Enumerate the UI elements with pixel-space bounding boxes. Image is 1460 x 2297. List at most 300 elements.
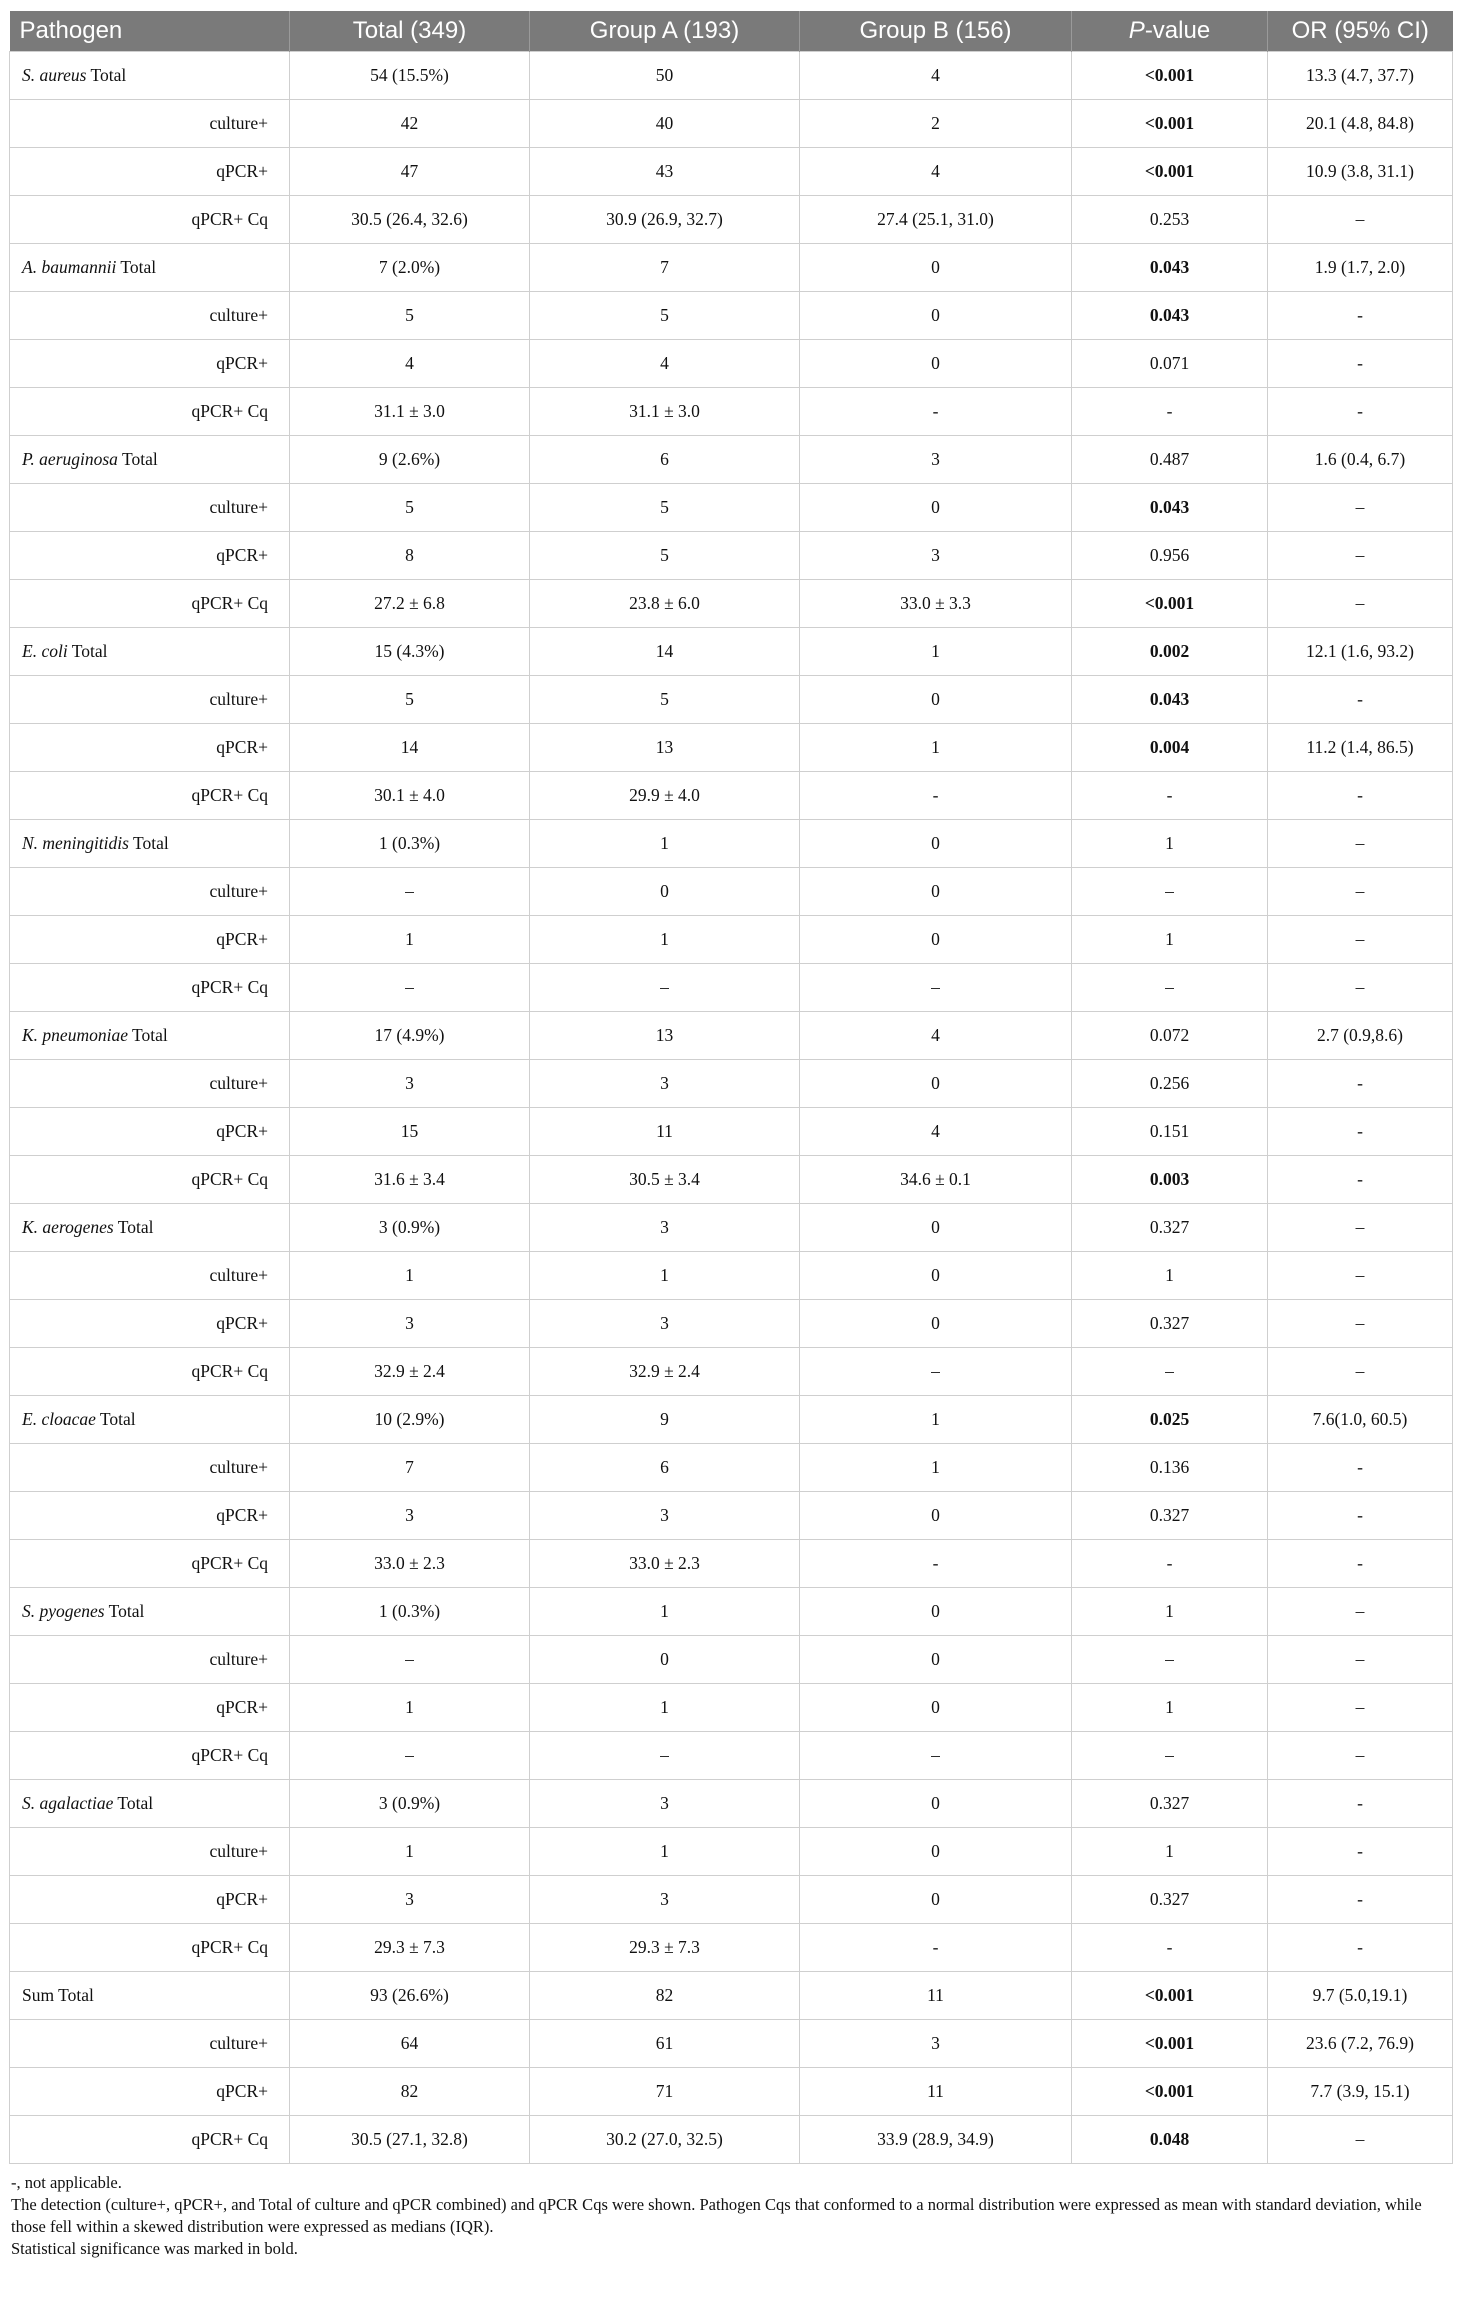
table-row [10, 292, 1453, 340]
row-label: qPCR+ Cq [191, 2129, 268, 2149]
footnote-significance: Statistical significance was marked in bold. [11, 2239, 298, 2258]
table-cell: 1 [530, 1828, 800, 1876]
table-cell: 13 [530, 724, 800, 772]
table-cell: – [290, 1732, 530, 1780]
header-odds-ratio: OR (95% CI) [1268, 11, 1453, 52]
table-row-total [10, 436, 1453, 484]
row-label: qPCR+ Cq [191, 1937, 268, 1957]
table-cell: - [1072, 1540, 1268, 1588]
table-cell: 0 [800, 1588, 1072, 1636]
table-row [10, 1684, 1453, 1732]
table-cell: 32.9 ± 2.4 [290, 1348, 530, 1396]
row-label: culture+ [209, 689, 268, 709]
table-cell: – [530, 964, 800, 1012]
table-row-total [10, 1204, 1453, 1252]
table-cell: 31.1 ± 3.0 [530, 388, 800, 436]
table-cell: 3 [800, 436, 1072, 484]
table-cell: 5 [290, 484, 530, 532]
pathogen-name-cell: A. baumannii Total [10, 244, 290, 292]
table-cell: - [1268, 340, 1453, 388]
table-cell: 1 [1072, 1588, 1268, 1636]
table-row [10, 2068, 1453, 2116]
table-row [10, 580, 1453, 628]
table-row [10, 1108, 1453, 1156]
table-cell: - [1072, 1924, 1268, 1972]
table-cell: <0.001 [1072, 580, 1268, 628]
table-cell: 11 [800, 1972, 1072, 2020]
row-label-cell [10, 1348, 290, 1396]
table-cell: 0 [530, 1636, 800, 1684]
table-cell: 1 [1072, 1828, 1268, 1876]
table-cell: 0.956 [1072, 532, 1268, 580]
table-cell: 23.8 ± 6.0 [530, 580, 800, 628]
row-label-cell [10, 916, 290, 964]
table-cell: 3 [290, 1060, 530, 1108]
table-row [10, 724, 1453, 772]
pathogen-name-cell: K. aerogenes Total [10, 1204, 290, 1252]
row-label: culture+ [209, 1841, 268, 1861]
row-label-cell [10, 1108, 290, 1156]
table-cell: 0 [800, 1252, 1072, 1300]
table-cell: <0.001 [1072, 100, 1268, 148]
row-label: culture+ [209, 113, 268, 133]
table-cell: 11.2 (1.4, 86.5) [1268, 724, 1453, 772]
pathogen-name: K. aerogenes [22, 1217, 114, 1237]
table-cell: 3 [800, 532, 1072, 580]
table-row-total [10, 820, 1453, 868]
table-cell: 0 [800, 1828, 1072, 1876]
pathogen-name-cell: E. cloacae Total [10, 1396, 290, 1444]
table-row [10, 484, 1453, 532]
table-cell: 33.0 ± 3.3 [800, 580, 1072, 628]
table-cell: 10 (2.9%) [290, 1396, 530, 1444]
table-cell: - [1268, 1060, 1453, 1108]
table-cell: 4 [800, 52, 1072, 100]
row-label: culture+ [209, 881, 268, 901]
row-label-cell [10, 2116, 290, 2164]
table-row-total [10, 1012, 1453, 1060]
row-label: qPCR+ [216, 1697, 268, 1717]
table-cell: 10.9 (3.8, 31.1) [1268, 148, 1453, 196]
table-cell: – [1268, 964, 1453, 1012]
footnote-methods: The detection (culture+, qPCR+, and Total of culture and qPCR combined) and qPCR Cqs were shown. Pathogen Cqs that conformed to a normal distribution were expressed as mean with standard deviation, while those fell within a skewed distribution were expressed as medians (IQR). [11, 2195, 1422, 2236]
pathogen-name-cell: Sum Total [10, 1972, 290, 2020]
table-row-total [10, 1780, 1453, 1828]
pathogen-name: E. cloacae [22, 1409, 96, 1429]
table-cell: 0.327 [1072, 1780, 1268, 1828]
table-body [10, 52, 1453, 2164]
table-cell: 0.043 [1072, 244, 1268, 292]
table-cell: 4 [290, 340, 530, 388]
row-label-cell [10, 1156, 290, 1204]
table-row [10, 1924, 1453, 1972]
pathogen-name-cell: E. coli Total [10, 628, 290, 676]
table-cell: – [1268, 1348, 1453, 1396]
table-cell: – [1268, 820, 1453, 868]
table-cell: 3 [530, 1492, 800, 1540]
row-label: qPCR+ [216, 929, 268, 949]
table-cell: 33.0 ± 2.3 [290, 1540, 530, 1588]
table-cell: 0.043 [1072, 484, 1268, 532]
table-cell: 82 [530, 1972, 800, 2020]
table-cell: – [290, 868, 530, 916]
table-cell: - [1268, 772, 1453, 820]
table-cell: 3 [530, 1300, 800, 1348]
pathogen-name: S. agalactiae [22, 1793, 114, 1813]
table-cell: 30.5 (26.4, 32.6) [290, 196, 530, 244]
table-cell: – [800, 1732, 1072, 1780]
table-cell: 33.9 (28.9, 34.9) [800, 2116, 1072, 2164]
table-cell: – [1072, 964, 1268, 1012]
row-label-cell [10, 1540, 290, 1588]
table-cell: 30.9 (26.9, 32.7) [530, 196, 800, 244]
table-cell: 1 [530, 820, 800, 868]
table-cell: 0.072 [1072, 1012, 1268, 1060]
row-label-cell [10, 1252, 290, 1300]
table-cell: 15 [290, 1108, 530, 1156]
row-label-cell [10, 2020, 290, 2068]
row-label: qPCR+ [216, 2081, 268, 2101]
table-cell: – [1268, 1732, 1453, 1780]
table-cell: 0 [800, 868, 1072, 916]
table-cell: 71 [530, 2068, 800, 2116]
row-label-cell [10, 1732, 290, 1780]
table-row [10, 1300, 1453, 1348]
table-cell: 0 [800, 916, 1072, 964]
table-cell: 50 [530, 52, 800, 100]
row-label-cell [10, 1876, 290, 1924]
table-cell: 1 (0.3%) [290, 820, 530, 868]
pathogen-name: K. pneumoniae [22, 1025, 128, 1045]
table-cell: - [1268, 388, 1453, 436]
table-cell: - [800, 1924, 1072, 1972]
table-cell: 0 [800, 1492, 1072, 1540]
table-footnotes [9, 2172, 1452, 2260]
table-cell: - [1268, 1876, 1453, 1924]
row-label: qPCR+ [216, 1889, 268, 1909]
row-label: qPCR+ Cq [191, 401, 268, 421]
table-cell: - [1268, 1108, 1453, 1156]
table-cell: 4 [800, 1108, 1072, 1156]
row-label: culture+ [209, 1073, 268, 1093]
row-label-cell [10, 724, 290, 772]
table-row [10, 1060, 1453, 1108]
table-cell: 1 [530, 1252, 800, 1300]
table-row-total [10, 1396, 1453, 1444]
table-cell: 1 (0.3%) [290, 1588, 530, 1636]
table-cell: <0.001 [1072, 1972, 1268, 2020]
table-cell: 1 [800, 1396, 1072, 1444]
pathogen-name-cell: S. aureus Total [10, 52, 290, 100]
table-cell: 5 [530, 532, 800, 580]
table-row [10, 1876, 1453, 1924]
table-cell: 93 (26.6%) [290, 1972, 530, 2020]
table-cell: – [1268, 196, 1453, 244]
table-cell: - [800, 772, 1072, 820]
row-label-cell [10, 100, 290, 148]
table-cell: - [1072, 772, 1268, 820]
table-cell: 0.327 [1072, 1876, 1268, 1924]
table-cell: 0 [800, 292, 1072, 340]
table-cell: - [1268, 1780, 1453, 1828]
table-cell: – [1268, 868, 1453, 916]
table-cell: – [800, 1348, 1072, 1396]
header-total: Total (349) [290, 11, 530, 52]
pathogen-detection-table [9, 11, 1453, 2164]
table-cell: 7 [530, 244, 800, 292]
table-cell: 9 (2.6%) [290, 436, 530, 484]
table-row [10, 1348, 1453, 1396]
table-cell: <0.001 [1072, 2020, 1268, 2068]
table-cell: 0 [800, 676, 1072, 724]
table-cell: – [1268, 1300, 1453, 1348]
row-label-cell [10, 388, 290, 436]
table-cell: 64 [290, 2020, 530, 2068]
table-cell: 1 [290, 1684, 530, 1732]
table-cell: 0.151 [1072, 1108, 1268, 1156]
header-p-value: P-value [1072, 11, 1268, 52]
footnote-not-applicable: -, not applicable. [11, 2173, 122, 2192]
table-cell: 0 [800, 1060, 1072, 1108]
table-cell: 1 [800, 724, 1072, 772]
table-cell: – [1268, 1252, 1453, 1300]
table-cell: 0.136 [1072, 1444, 1268, 1492]
table-row [10, 676, 1453, 724]
row-label-cell [10, 292, 290, 340]
row-label: culture+ [209, 1457, 268, 1477]
row-label-cell [10, 676, 290, 724]
table-row-total [10, 628, 1453, 676]
row-label-cell [10, 484, 290, 532]
results-table-container [9, 11, 1452, 2260]
table-cell: 3 [530, 1780, 800, 1828]
table-row [10, 100, 1453, 148]
table-cell: 0.002 [1072, 628, 1268, 676]
table-cell: 7 (2.0%) [290, 244, 530, 292]
row-label: qPCR+ [216, 161, 268, 181]
table-cell: 3 [530, 1060, 800, 1108]
table-cell: – [290, 964, 530, 1012]
pathogen-name: Sum [22, 1985, 55, 2005]
row-label: qPCR+ Cq [191, 785, 268, 805]
row-label: qPCR+ Cq [191, 1169, 268, 1189]
table-cell: - [800, 1540, 1072, 1588]
table-cell: 0.025 [1072, 1396, 1268, 1444]
row-label: qPCR+ Cq [191, 1745, 268, 1765]
table-cell: 27.4 (25.1, 31.0) [800, 196, 1072, 244]
table-cell: – [1268, 1636, 1453, 1684]
header-group-b: Group B (156) [800, 11, 1072, 52]
table-cell: – [1268, 532, 1453, 580]
table-cell: 30.5 ± 3.4 [530, 1156, 800, 1204]
table-cell: – [1072, 1732, 1268, 1780]
table-row-total [10, 1588, 1453, 1636]
table-cell: 29.3 ± 7.3 [530, 1924, 800, 1972]
row-label: culture+ [209, 497, 268, 517]
table-cell: 3 (0.9%) [290, 1204, 530, 1252]
table-cell: 0.003 [1072, 1156, 1268, 1204]
table-row [10, 1252, 1453, 1300]
table-cell: 1 [1072, 916, 1268, 964]
table-cell: 47 [290, 148, 530, 196]
table-row [10, 868, 1453, 916]
table-cell: 0.256 [1072, 1060, 1268, 1108]
pathogen-name-cell: S. agalactiae Total [10, 1780, 290, 1828]
table-cell: 0 [800, 1300, 1072, 1348]
table-cell: – [1072, 868, 1268, 916]
row-label-cell [10, 1060, 290, 1108]
row-label: qPCR+ [216, 1313, 268, 1333]
table-cell: <0.001 [1072, 148, 1268, 196]
table-cell: 34.6 ± 0.1 [800, 1156, 1072, 1204]
table-cell: 40 [530, 100, 800, 148]
table-cell: - [1072, 388, 1268, 436]
table-cell: 3 [530, 1204, 800, 1252]
table-cell: 0.048 [1072, 2116, 1268, 2164]
table-row [10, 340, 1453, 388]
table-cell: 5 [530, 292, 800, 340]
row-label: culture+ [209, 2033, 268, 2053]
table-cell: 13.3 (4.7, 37.7) [1268, 52, 1453, 100]
table-cell: 0 [800, 1780, 1072, 1828]
table-cell: <0.001 [1072, 52, 1268, 100]
table-cell: - [1268, 1540, 1453, 1588]
table-cell: 82 [290, 2068, 530, 2116]
table-cell: - [1268, 1156, 1453, 1204]
pathogen-name: S. pyogenes [22, 1601, 105, 1621]
table-cell: 7.6(1.0, 60.5) [1268, 1396, 1453, 1444]
row-label: qPCR+ Cq [191, 209, 268, 229]
row-label-cell [10, 1444, 290, 1492]
row-label-cell [10, 148, 290, 196]
row-label-cell [10, 772, 290, 820]
table-cell: 0 [530, 868, 800, 916]
row-label-cell [10, 1300, 290, 1348]
table-cell: 0.327 [1072, 1204, 1268, 1252]
table-row-total [10, 1972, 1453, 2020]
table-row [10, 2116, 1453, 2164]
row-label-cell [10, 196, 290, 244]
row-label-cell [10, 532, 290, 580]
row-label-cell [10, 580, 290, 628]
row-label: qPCR+ Cq [191, 1553, 268, 1573]
table-cell: 5 [530, 484, 800, 532]
table-cell: 1 [800, 1444, 1072, 1492]
table-cell: – [530, 1732, 800, 1780]
table-cell: - [1268, 1828, 1453, 1876]
table-cell: 1 [290, 916, 530, 964]
table-cell: 5 [290, 676, 530, 724]
row-label: qPCR+ [216, 545, 268, 565]
table-cell: 30.2 (27.0, 32.5) [530, 2116, 800, 2164]
table-cell: 32.9 ± 2.4 [530, 1348, 800, 1396]
row-label: culture+ [209, 1649, 268, 1669]
table-cell: 30.1 ± 4.0 [290, 772, 530, 820]
table-cell: 11 [800, 2068, 1072, 2116]
table-cell: - [1268, 1492, 1453, 1540]
table-cell: 3 [530, 1876, 800, 1924]
pathogen-name-cell: K. pneumoniae Total [10, 1012, 290, 1060]
table-cell: 0.043 [1072, 292, 1268, 340]
table-cell: 31.6 ± 3.4 [290, 1156, 530, 1204]
table-cell: 2.7 (0.9,8.6) [1268, 1012, 1453, 1060]
table-row [10, 388, 1453, 436]
table-cell: 54 (15.5%) [290, 52, 530, 100]
row-label-cell [10, 1684, 290, 1732]
table-cell: 43 [530, 148, 800, 196]
row-label: culture+ [209, 1265, 268, 1285]
table-cell: 61 [530, 2020, 800, 2068]
pathogen-name: S. aureus [22, 65, 87, 85]
row-label-cell [10, 1828, 290, 1876]
table-cell: 0.327 [1072, 1300, 1268, 1348]
table-row [10, 1492, 1453, 1540]
table-cell: 29.3 ± 7.3 [290, 1924, 530, 1972]
table-cell: 0 [800, 340, 1072, 388]
table-cell: 3 [290, 1876, 530, 1924]
row-label: qPCR+ Cq [191, 1361, 268, 1381]
table-cell: 0.253 [1072, 196, 1268, 244]
table-cell: 14 [530, 628, 800, 676]
row-label: qPCR+ [216, 1121, 268, 1141]
row-label-cell [10, 1492, 290, 1540]
table-cell: 0.004 [1072, 724, 1268, 772]
pathogen-name-cell: N. meningitidis Total [10, 820, 290, 868]
table-row [10, 148, 1453, 196]
header-group-a: Group A (193) [530, 11, 800, 52]
row-label: qPCR+ Cq [191, 593, 268, 613]
table-cell: 0 [800, 1876, 1072, 1924]
row-label-cell [10, 2068, 290, 2116]
table-cell: 6 [530, 436, 800, 484]
table-cell: 0 [800, 484, 1072, 532]
table-cell: - [1268, 1924, 1453, 1972]
table-cell: – [290, 1636, 530, 1684]
table-cell: 11 [530, 1108, 800, 1156]
table-cell: - [800, 388, 1072, 436]
table-cell: 5 [530, 676, 800, 724]
table-cell: 30.5 (27.1, 32.8) [290, 2116, 530, 2164]
table-cell: 4 [530, 340, 800, 388]
table-cell: 20.1 (4.8, 84.8) [1268, 100, 1453, 148]
table-row [10, 196, 1453, 244]
table-cell: 0 [800, 244, 1072, 292]
pathogen-name: N. meningitidis [22, 833, 129, 853]
table-cell: 3 (0.9%) [290, 1780, 530, 1828]
row-label-cell [10, 1924, 290, 1972]
table-cell: 17 (4.9%) [290, 1012, 530, 1060]
table-row [10, 2020, 1453, 2068]
pathogen-name: E. coli [22, 641, 68, 661]
table-cell: 0 [800, 1204, 1072, 1252]
table-cell: 1.9 (1.7, 2.0) [1268, 244, 1453, 292]
table-cell: – [1268, 1204, 1453, 1252]
table-row-total [10, 52, 1453, 100]
table-cell: <0.001 [1072, 2068, 1268, 2116]
table-cell: 3 [800, 2020, 1072, 2068]
table-cell: 9 [530, 1396, 800, 1444]
table-cell: 7 [290, 1444, 530, 1492]
pathogen-name: A. baumannii [22, 257, 117, 277]
table-row [10, 772, 1453, 820]
row-label-cell [10, 964, 290, 1012]
table-cell: 1 [1072, 1684, 1268, 1732]
table-header-row [10, 11, 1453, 52]
table-cell: 0 [800, 1684, 1072, 1732]
table-cell: 1 [800, 628, 1072, 676]
row-label: qPCR+ [216, 1505, 268, 1525]
table-cell: 31.1 ± 3.0 [290, 388, 530, 436]
